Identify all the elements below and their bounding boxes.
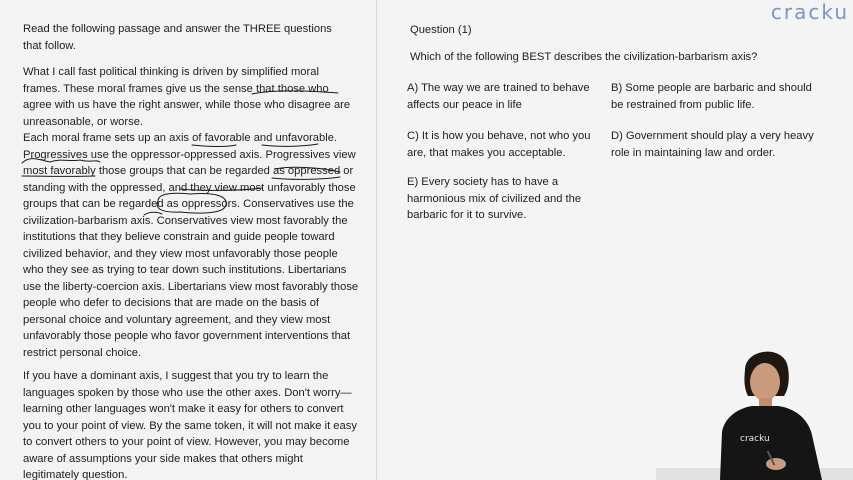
passage-panel	[0, 0, 377, 480]
passage-paragraph-1: What I call fast political thinking is driven by simplified moral frames. These moral frames give us the sense that those who agree with us have the right answer, while those who disagree are unreasonable, or worse.	[23, 66, 351, 128]
option-e[interactable]: E) Every society has to have a harmonious mix of civilized and the barbaric for it to survive.	[407, 176, 582, 221]
passage-paragraph-2: Each moral frame sets up an axis of favorable and unfavorable. Progressives use the oppressor-oppressed axis. Progressives view most favorably those groups that can be regarded as oppressed or standing with the oppressed, and they view most unfavorably those groups that can be regarded as oppressors. Conservatives use the civilization-barbarism axis. Conservatives view most favorably the institutions that they believe constrain and guide people toward civilized behavior, and they view most unfavorably those people who they see as trying to tear down such institutions. Libertarians use the liberty-coercion axis. Libertarians view most favorably those people who defer to decisions that are made on the basis of personal choice and voluntary agreement, and they view most unfavorably those people who favor government interventions that restrict personal choice.	[23, 132, 359, 359]
passage-intro: Read the following passage and answer the THREE questions that follow.	[23, 23, 332, 52]
option-c[interactable]: C) It is how you behave, not who you are, that makes you acceptable.	[407, 130, 591, 159]
presenter-shirt-logo: cracku	[740, 434, 770, 444]
cracku-logo: cracku	[770, 0, 849, 24]
option-b[interactable]: B) Some people are barbaric and should be restrained from public life.	[611, 82, 812, 111]
option-d[interactable]: D) Government should play a very heavy role in maintaining law and order.	[611, 130, 814, 159]
question-text: Which of the following BEST describes the civilization-barbarism axis?	[410, 51, 758, 63]
presenter-face	[750, 363, 780, 401]
option-a[interactable]: A) The way we are trained to behave affects our peace in life	[407, 82, 590, 111]
question-number: Question (1)	[410, 24, 472, 36]
passage-body	[23, 64, 359, 480]
presenter-hands	[766, 458, 786, 470]
presenter-video	[700, 340, 853, 480]
passage-paragraph-3: If you have a dominant axis, I suggest that you try to learn the languages spoken by those who use the other axes. Don't worry—learning other languages won't make it easy for others to convert you to your point of view. By the same token, it will not make it easy to convert others to your point of view. However, you may become aware of assumptions your side makes that others might legitimately question.	[23, 370, 357, 480]
